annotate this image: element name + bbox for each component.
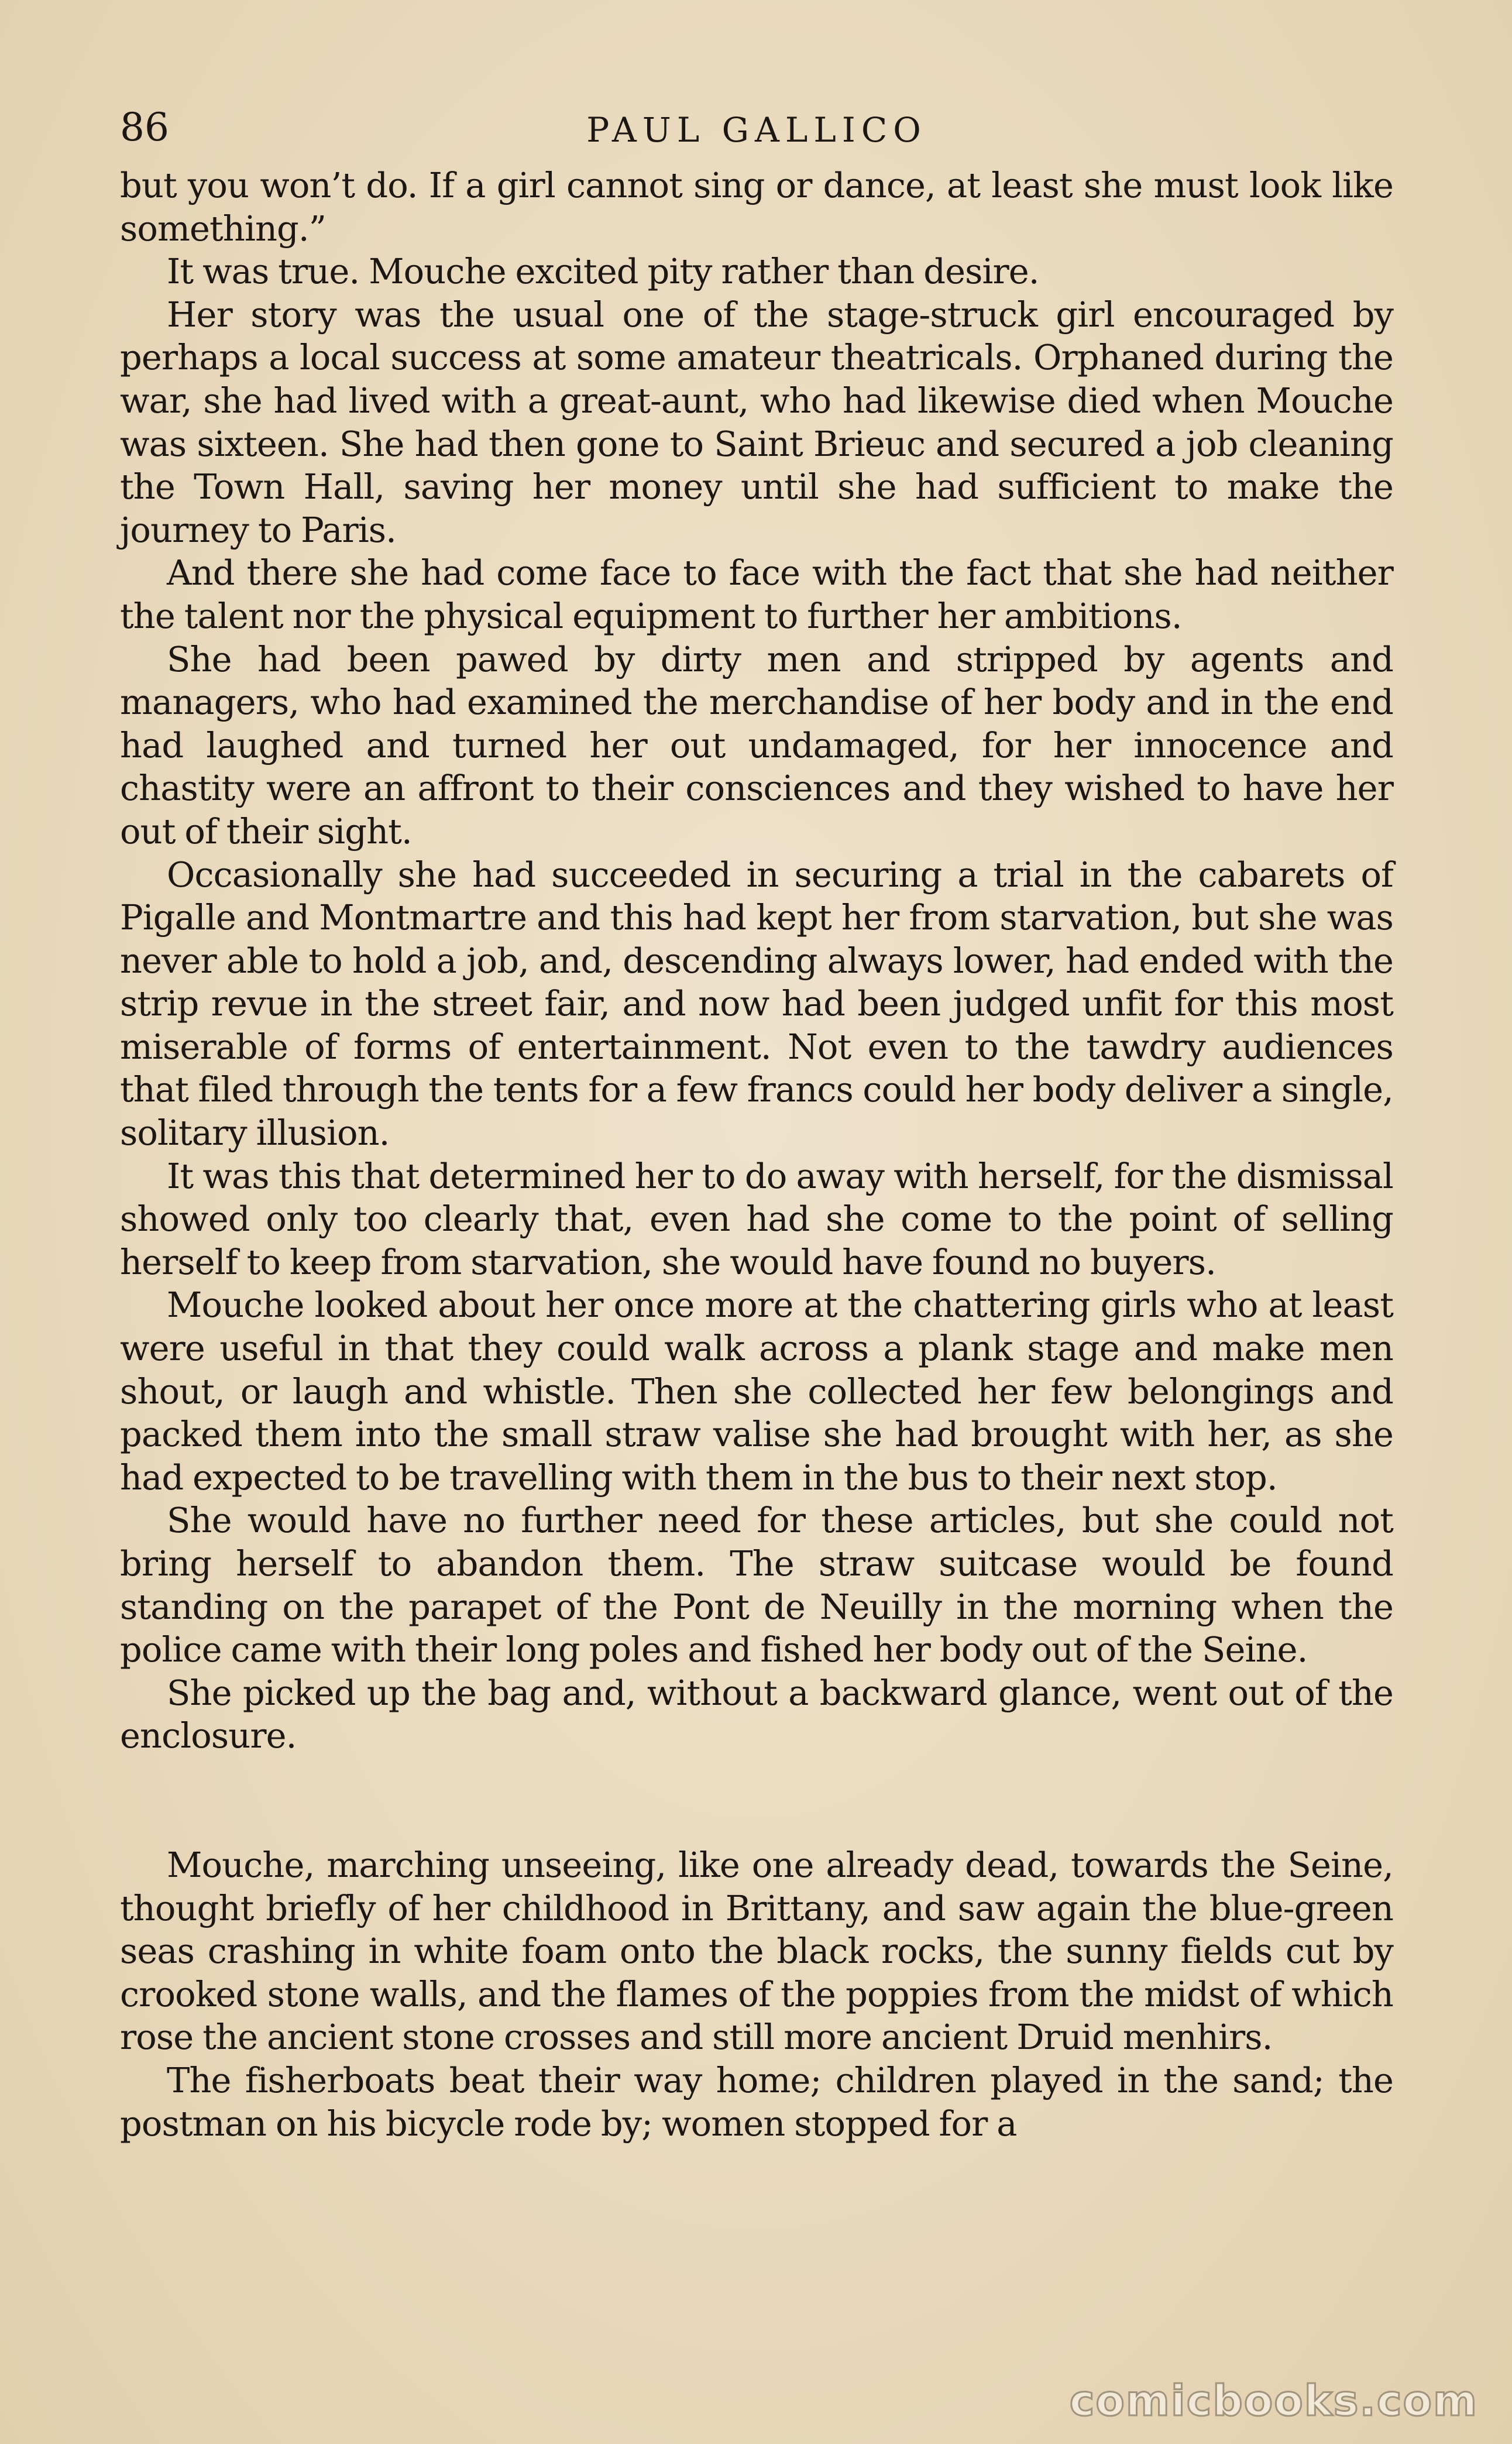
paragraph: It was this that determined her to do away with herself, for the dismissal showed only too clearly that, even had she come to the point of selling herself to keep from starvation, she would have found no buyers. — [120, 1155, 1393, 1282]
paragraph-after-section-break: Mouche, marching unseeing, like one already dead, towards the Seine, thought briefly of her childhood in Brittany, and saw again the blue-green seas crashing in white foam onto the black rocks, the sunny fields cut by crooked stone walls, and the flames of the poppies from the midst of which rose the ancient stone crosses and still more ancient Druid menhirs. — [120, 1844, 1393, 2058]
paragraph: Her story was the usual one of the stage-struck girl encouraged by perhaps a local success at some amateur theatricals. Orphaned during the war, she had lived with a great-aunt, who had likewise died when Mouche was sixteen. She had then gone to Saint Brieuc and secured a job cleaning the Town Hall, saving her money until she had sufficient to make the journey to Paris. — [120, 294, 1393, 550]
running-title: PAUL GALLICO — [586, 110, 927, 150]
paragraph-continued: but you won’t do. If a girl cannot sing or dance, at least she must look like something.” — [120, 165, 1393, 249]
paragraph: She had been pawed by dirty men and stripped by agents and managers, who had examined the merchandise of her body and in the end had laughed and turned her out undamaged, for her innocence and chastity were an affront to their consciences and they wished to have her out of their sight. — [120, 639, 1393, 852]
paragraph: She would have no further need for these articles, but she could not bring herself to abandon them. The straw suitcase would be found standing on the parapet of the Pont de Neuilly in the morning when the police came with their long poles and fished her body out of the Seine. — [120, 1500, 1393, 1670]
book-page — [120, 104, 1393, 2328]
paragraph: Mouche looked about her once more at the chattering girls who at least were useful in that they could walk across a plank stage and make men shout, or laugh and whistle. Then she collected her few belongings and packed them into the small straw valise she had brought with her, as she had expected to be travelling with them in the bus to their next stop. — [120, 1285, 1393, 1498]
watermark-logo: comicbooks.com — [1069, 2376, 1478, 2425]
paragraph: The fisherboats beat their way home; children played in the sand; the postman on his bicycle rode by; women stopped for a — [120, 2059, 1393, 2144]
paragraph: She picked up the bag and, without a backward glance, went out of the enclosure. — [120, 1672, 1393, 1756]
running-head — [120, 104, 1393, 163]
paragraph: And there she had come face to face with the fact that she had neither the talent nor the physical equipment to further her ambitions. — [120, 552, 1393, 636]
page-number: 86 — [120, 105, 169, 150]
paragraph: Occasionally she had succeeded in securing a trial in the cabarets of Pigalle and Montmartre and this had kept her from starvation, but she was never able to hold a job, and, descending always lower, had ended with the strip revue in the street fair, and now had been judged unfit for this most miserable of forms of entertainment. Not even to the tawdry audiences that filed through the tents for a few francs could her body deliver a single, solitary illusion. — [120, 854, 1393, 1154]
paragraph: It was true. Mouche excited pity rather than desire. — [167, 251, 1039, 292]
body-text — [120, 164, 1393, 2145]
